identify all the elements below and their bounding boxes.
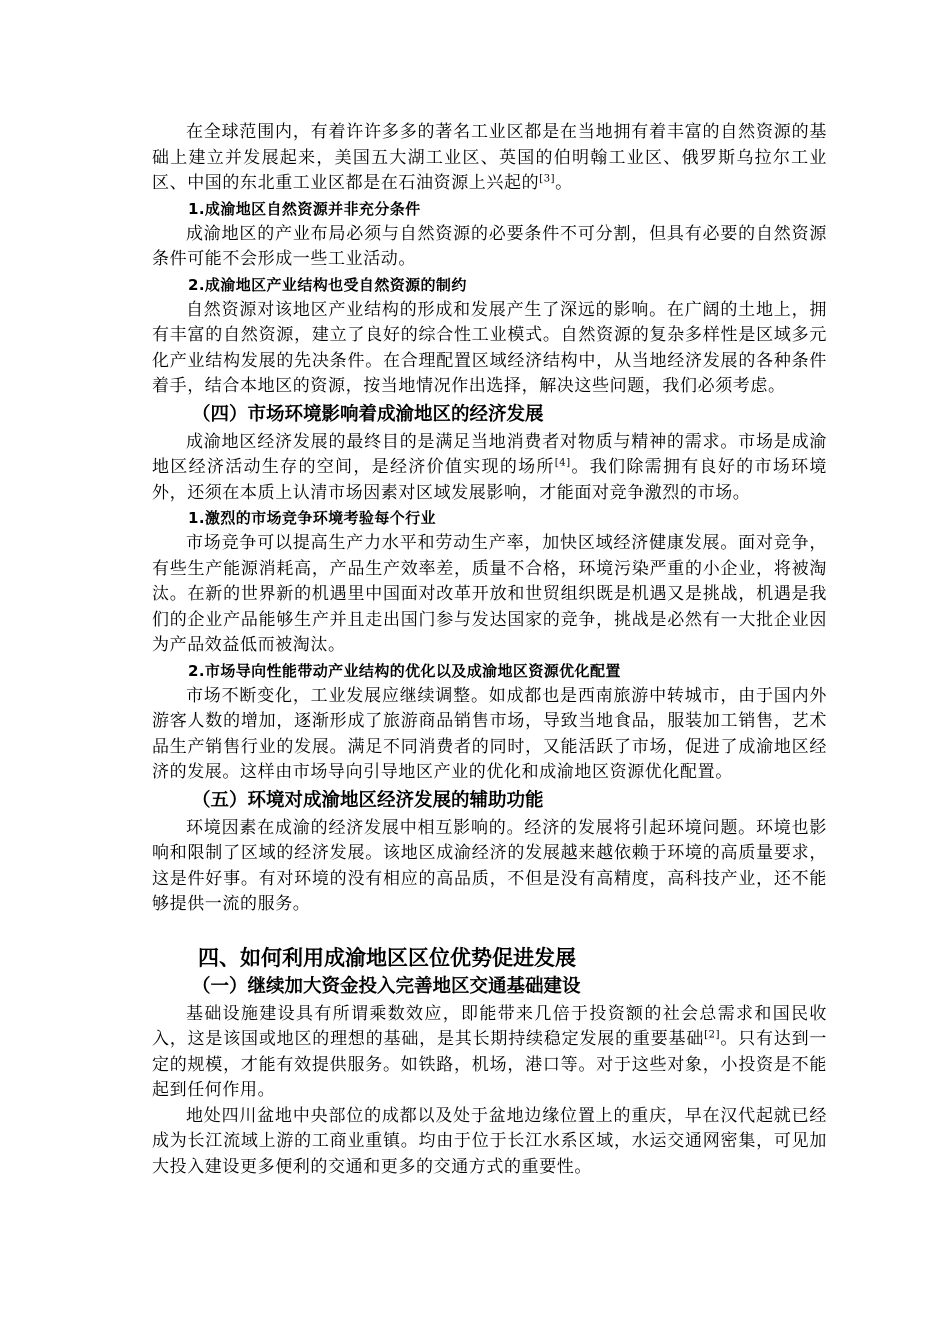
text: 市场竞争可以提高生产力水平和劳动生产率，加快区域经济健康发展。面对竞争，有些生产能源消耗高，产品生产效率差，质量不合格，环境污染严重的小企业，将被淘汰。在新的世界新的机遇里中国面对改革开放和世贸组织既是机遇又是挑战，机遇是我们的企业产品能够生产并且走出国门参与发达国家的竞争，挑战是必然有一大批企业因为产品效益低而被淘汰。	[152, 533, 827, 655]
paragraph	[152, 430, 827, 507]
subsection-heading	[152, 273, 827, 298]
text: 地处四川盆地中央部位的成都以及处于盆地边缘位置上的重庆，早在汉代起就已经成为长江流域上游的工商业重镇。均由于位于长江水系区域，水运交通网密集，可见加大投入建设更多便利的交通和更多的交通方式的重要性。	[152, 1105, 827, 1177]
subsection-heading	[152, 659, 827, 684]
paragraph	[152, 684, 827, 786]
citation-ref: [3]	[539, 173, 556, 185]
citation-ref: [4]	[554, 457, 571, 469]
section-heading	[152, 400, 827, 430]
text-tail: 。我们除需拥有良好的市场环境外，还须在本质上认清市场因素对区域发展影响，才能面对竞争激烈的市场。	[152, 457, 827, 503]
paragraph	[152, 222, 827, 273]
paragraph	[152, 1104, 827, 1181]
text-tail: 。	[555, 173, 573, 193]
text: （四）市场环境影响着成渝地区的经济发展	[192, 403, 544, 425]
section-heading	[152, 786, 827, 816]
subsection-heading	[152, 506, 827, 531]
paragraph	[152, 816, 827, 918]
citation-ref: [2]	[704, 1029, 721, 1041]
subsection-heading	[152, 197, 827, 222]
text: 四、如何利用成渝地区区位优势促进发展	[198, 945, 576, 970]
chapter-heading	[152, 944, 827, 972]
text: 自然资源对该地区产业结构的形成和发展产生了深远的影响。在广阔的土地上，拥有丰富的自然资源，建立了良好的综合性工业模式。自然资源的复杂多样性是区域多元化产业结构发展的先决条件。在合理配置区域经济结构中，从当地经济发展的各种条件着手，结合本地区的资源，按当地情况作出选择，解决这些问题，我们必须考虑。	[152, 299, 827, 396]
paragraph	[152, 298, 827, 400]
text: （一）继续加大资金投入完善地区交通基础建设	[192, 975, 581, 997]
paragraph	[152, 120, 827, 197]
text: 2.市场导向性能带动产业结构的优化以及成渝地区资源优化配置	[188, 661, 621, 680]
text-tail: 。只有达到一定的规模，才能有效提供服务。如铁路，机场，港口等。对于这些对象，小投资是不能起到任何作用。	[152, 1029, 827, 1100]
text: 1.激烈的市场竞争环境考验每个行业	[188, 509, 436, 527]
text: 环境因素在成渝的经济发展中相互影响的。经济的发展将引起环境问题。环境也影响和限制了区域的经济发展。该地区成渝经济的发展越来越依赖于环境的高质量要求，这是件好事。有对环境的没有相应的高品质，不但是没有高精度，高科技产业，还不能够提供一流的服务。	[152, 817, 827, 914]
document-body	[152, 120, 827, 1180]
section-heading	[152, 972, 827, 1002]
text: 在全球范围内，有着许许多多的著名工业区都是在当地拥有着丰富的自然资源的基础上建立并发展起来，美国五大湖工业区、英国的伯明翰工业区、俄罗斯乌拉尔工业区、中国的东北重工业区都是在石油资源上兴起的	[152, 122, 827, 193]
text: （五）环境对成渝地区经济发展的辅助功能	[192, 789, 544, 811]
text: 成渝地区经济发展的最终目的是满足当地消费者对物质与精神的需求。市场是成渝地区经济活动生存的空间，是经济价值实现的场所	[152, 431, 827, 477]
paragraph	[152, 1002, 827, 1104]
text: 市场不断变化，工业发展应继续调整。如成都也是西南旅游中转城市，由于国内外游客人数的增加，逐渐形成了旅游商品销售市场，导致当地食品，服装加工销售，艺术品生产销售行业的发展。满足不同消费者的同时，又能活跃了市场，促进了成渝地区经济的发展。这样由市场导向引导地区产业的优化和成渝地区资源优化配置。	[152, 685, 827, 782]
paragraph	[152, 531, 827, 659]
text: 基础设施建设具有所谓乘数效应，即能带来几倍于投资额的社会总需求和国民收入，这是该国或地区的理想的基础，是其长期持续稳定发展的重要基础	[152, 1003, 827, 1049]
text: 1.成渝地区自然资源并非充分条件	[188, 199, 421, 218]
spacer	[152, 918, 827, 944]
text: 成渝地区的产业布局必须与自然资源的必要条件不可分割，但具有必要的自然资源条件可能不会形成一些工业活动。	[152, 223, 827, 269]
text: 2.成渝地区产业结构也受自然资源的制约	[188, 275, 467, 294]
